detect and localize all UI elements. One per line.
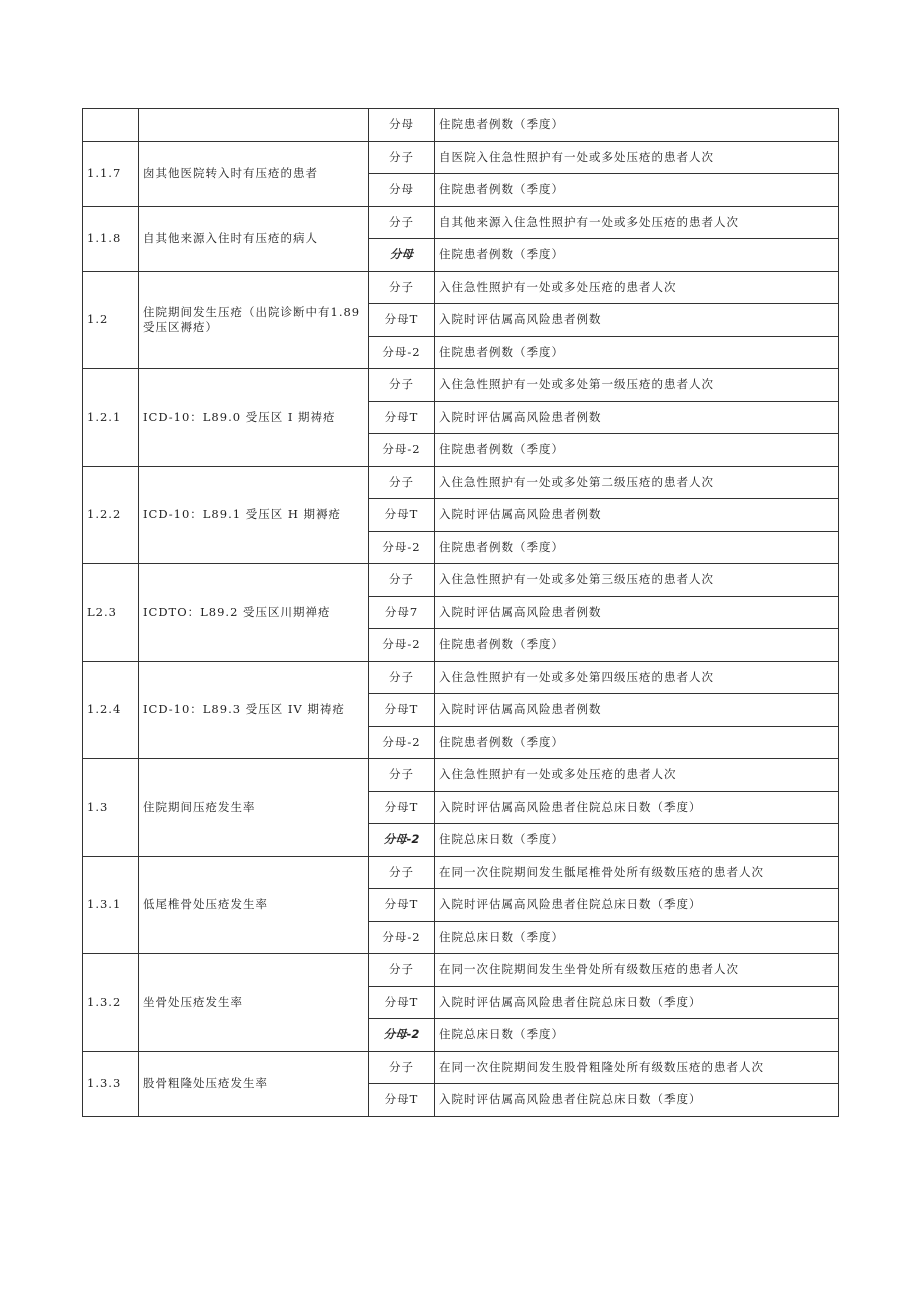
indicator-code: 1.2.4 <box>83 661 139 759</box>
indicator-code: 1.3.1 <box>83 856 139 954</box>
ratio-part-label: 分母T <box>369 889 435 922</box>
indicator-name: 坐骨处压疮发生率 <box>139 954 369 1052</box>
indicator-code: 1.2.2 <box>83 466 139 564</box>
ratio-part-label: 分子 <box>369 271 435 304</box>
table-row <box>83 206 839 239</box>
ratio-part-description: 入院时评估属高风险患者例数 <box>435 499 839 532</box>
table-row <box>83 954 839 987</box>
ratio-part-description: 住院患者例数（季度） <box>435 336 839 369</box>
table-row <box>83 109 839 142</box>
indicator-table-body <box>83 109 839 1117</box>
ratio-part-label: 分母T <box>369 401 435 434</box>
ratio-part-description: 入院时评估属高风险患者例数 <box>435 304 839 337</box>
ratio-part-description: 在同一次住院期间发生坐骨处所有级数压疮的患者人次 <box>435 954 839 987</box>
ratio-part-label: 分子 <box>369 856 435 889</box>
ratio-part-label: 分母T <box>369 1084 435 1117</box>
ratio-part-label: 分母7 <box>369 596 435 629</box>
ratio-part-label: 分母-2 <box>369 336 435 369</box>
indicator-table <box>82 108 839 1117</box>
indicator-name <box>139 109 369 142</box>
ratio-part-label: 分母 <box>369 239 435 272</box>
table-row <box>83 759 839 792</box>
ratio-part-description: 自其他来源入住急性照护有一处或多处压疮的患者人次 <box>435 206 839 239</box>
indicator-code: 1.2.1 <box>83 369 139 467</box>
ratio-part-description: 入住急性照护有一处或多处压疮的患者人次 <box>435 271 839 304</box>
ratio-part-label: 分母-2 <box>369 726 435 759</box>
table-row <box>83 271 839 304</box>
ratio-part-description: 入院时评估属高风险患者住院总床日数（季度） <box>435 1084 839 1117</box>
ratio-part-label: 分母T <box>369 791 435 824</box>
ratio-part-description: 入住急性照护有一处或多处压疮的患者人次 <box>435 759 839 792</box>
ratio-part-label: 分子 <box>369 954 435 987</box>
ratio-part-label: 分母-2 <box>369 1019 435 1052</box>
ratio-part-label: 分母T <box>369 499 435 532</box>
indicator-code: 1.3.3 <box>83 1051 139 1116</box>
indicator-name: 股骨粗隆处压疮发生率 <box>139 1051 369 1116</box>
ratio-part-description: 入住急性照护有一处或多处第一级压疮的患者人次 <box>435 369 839 402</box>
ratio-part-description: 住院患者例数（季度） <box>435 434 839 467</box>
ratio-part-label: 分母T <box>369 986 435 1019</box>
ratio-part-label: 分母 <box>369 174 435 207</box>
indicator-code: L2.3 <box>83 564 139 662</box>
ratio-part-description: 入院时评估属高风险患者例数 <box>435 596 839 629</box>
table-row <box>83 661 839 694</box>
ratio-part-label: 分子 <box>369 141 435 174</box>
ratio-part-description: 住院患者例数（季度） <box>435 531 839 564</box>
ratio-part-description: 入住急性照护有一处或多处第二级压疮的患者人次 <box>435 466 839 499</box>
indicator-code: 1.3.2 <box>83 954 139 1052</box>
ratio-part-description: 入住急性照护有一处或多处第四级压疮的患者人次 <box>435 661 839 694</box>
indicator-code: 1.1.7 <box>83 141 139 206</box>
indicator-code: 1.3 <box>83 759 139 857</box>
indicator-name: 自其他来源入住时有压疮的病人 <box>139 206 369 271</box>
ratio-part-description: 住院患者例数（季度） <box>435 109 839 142</box>
indicator-code: 1.1.8 <box>83 206 139 271</box>
ratio-part-label: 分母 <box>369 109 435 142</box>
ratio-part-label: 分子 <box>369 1051 435 1084</box>
ratio-part-label: 分母-2 <box>369 629 435 662</box>
indicator-name: 囱其他医院转入时有压疮的患者 <box>139 141 369 206</box>
ratio-part-description: 住院总床日数（季度） <box>435 824 839 857</box>
ratio-part-label: 分母T <box>369 694 435 727</box>
indicator-name: ICD-10：L89.1 受压区 H 期褥疮 <box>139 466 369 564</box>
ratio-part-description: 入院时评估属高风险患者例数 <box>435 694 839 727</box>
indicator-code: 1.2 <box>83 271 139 369</box>
ratio-part-label: 分子 <box>369 564 435 597</box>
ratio-part-description: 住院患者例数（季度） <box>435 239 839 272</box>
indicator-name: ICD-10：L89.0 受压区 I 期祷疮 <box>139 369 369 467</box>
indicator-name: 住院期间发生压疮（出院诊断中有1.89 受压区褥疮） <box>139 271 369 369</box>
indicator-name: ICD-10：L89.3 受压区 IV 期祷疮 <box>139 661 369 759</box>
ratio-part-label: 分母T <box>369 304 435 337</box>
table-row <box>83 141 839 174</box>
indicator-name: 低尾椎骨处压疮发生率 <box>139 856 369 954</box>
ratio-part-description: 入院时评估属高风险患者住院总床日数（季度） <box>435 791 839 824</box>
ratio-part-label: 分子 <box>369 466 435 499</box>
table-row <box>83 466 839 499</box>
indicator-name: 住院期间压疮发生率 <box>139 759 369 857</box>
ratio-part-description: 住院总床日数（季度） <box>435 921 839 954</box>
ratio-part-label: 分子 <box>369 369 435 402</box>
ratio-part-description: 住院总床日数（季度） <box>435 1019 839 1052</box>
indicator-name: ICDTO：L89.2 受压区川期禅疮 <box>139 564 369 662</box>
ratio-part-description: 入院时评估属高风险患者例数 <box>435 401 839 434</box>
ratio-part-label: 分母-2 <box>369 921 435 954</box>
ratio-part-description: 在同一次住院期间发生骶尾椎骨处所有级数压疮的患者人次 <box>435 856 839 889</box>
ratio-part-description: 入住急性照护有一处或多处第三级压疮的患者人次 <box>435 564 839 597</box>
ratio-part-label: 分母-2 <box>369 824 435 857</box>
ratio-part-label: 分子 <box>369 759 435 792</box>
ratio-part-description: 入院时评估属高风险患者住院总床日数（季度） <box>435 889 839 922</box>
table-row <box>83 1051 839 1084</box>
table-row <box>83 856 839 889</box>
table-row <box>83 369 839 402</box>
ratio-part-label: 分母-2 <box>369 531 435 564</box>
ratio-part-description: 入院时评估属高风险患者住院总床日数（季度） <box>435 986 839 1019</box>
ratio-part-label: 分子 <box>369 661 435 694</box>
ratio-part-description: 在同一次住院期间发生股骨粗隆处所有级数压疮的患者人次 <box>435 1051 839 1084</box>
table-row <box>83 564 839 597</box>
ratio-part-description: 住院患者例数（季度） <box>435 726 839 759</box>
ratio-part-label: 分母-2 <box>369 434 435 467</box>
indicator-code <box>83 109 139 142</box>
ratio-part-description: 住院患者例数（季度） <box>435 629 839 662</box>
ratio-part-description: 住院患者例数（季度） <box>435 174 839 207</box>
ratio-part-label: 分子 <box>369 206 435 239</box>
ratio-part-description: 自医院入住急性照护有一处或多处压疮的患者人次 <box>435 141 839 174</box>
